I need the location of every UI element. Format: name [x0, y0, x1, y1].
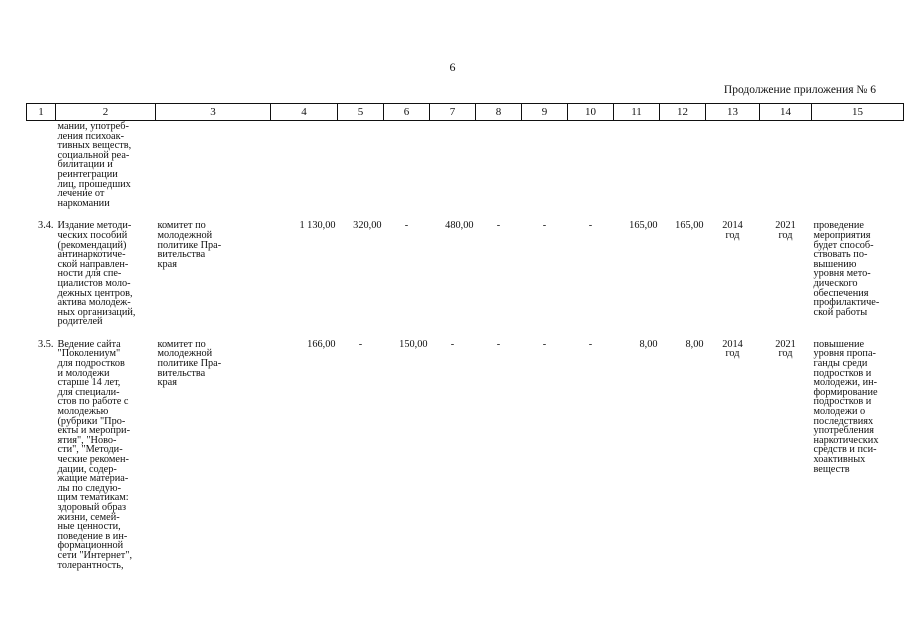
year-amount: [476, 121, 522, 209]
year-amount: -: [496, 338, 501, 350]
col-header: 11: [614, 104, 660, 121]
year-amount: [384, 121, 430, 209]
item-number: 3.4.: [38, 220, 54, 232]
year-amount: -: [496, 220, 501, 232]
col-header: 9: [522, 104, 568, 121]
col-header: 10: [568, 104, 614, 121]
executor: комитет по молодежной политике Пра- вительства края: [157, 220, 222, 270]
year-amount: -: [542, 220, 547, 232]
year-amount: [522, 121, 568, 209]
measure-name: Издание методи- ческих пособий (рекомендаций) антинаркотиче- ской направлен- ности для спе- циалистов моло- дежных центров, актива молодеж- ных организаций, родителей: [57, 220, 136, 328]
end-year: [760, 121, 812, 209]
measure-name: Ведение сайта "Поколениум" для подростков и молодежи старше 14 лет, для специали- стов по работе с молодежью (рубрики "Про- екты и меропри- ятия", "Ново- сти", "Методи- ческие рекомен- дации, содер- жащие материа- лы по следую- щим тематикам: здоровый образ жизни, семей- ные ценности, поведение в ин- формационной сети "Интернет", толерантность,: [57, 338, 133, 571]
col-header: 14: [760, 104, 812, 121]
col-header: 2: [56, 104, 156, 121]
year-amount: -: [588, 220, 593, 232]
col-header: 1: [27, 104, 56, 121]
start-year: 2014 год: [722, 220, 743, 241]
item-number: 3.5.: [38, 338, 54, 350]
year-amount: [430, 121, 476, 209]
year-amount: [660, 121, 706, 209]
col-header: 3: [156, 104, 271, 121]
year-amount: 320,00: [353, 220, 382, 232]
end-year: 2021 год: [775, 220, 796, 241]
start-year: [706, 121, 760, 209]
year-amount: -: [450, 338, 455, 350]
executor: комитет по молодежной политике Пра- вительства края: [157, 338, 222, 389]
expected-result: проведение мероприятия будет способ- ствовать по- вышению уровня мето- дического обеспечения профилактиче- ской работы: [813, 220, 880, 318]
executor: [156, 121, 271, 209]
total-amount: 1 130,00: [299, 220, 336, 232]
appendix-continuation-title: Продолжение приложения № 6: [723, 84, 876, 96]
year-amount: -: [588, 338, 593, 350]
col-header: 8: [476, 104, 522, 121]
col-header: 4: [271, 104, 338, 121]
col-header: 6: [384, 104, 430, 121]
expected-result: [812, 121, 904, 209]
year-amount: [614, 121, 660, 209]
col-header: 7: [430, 104, 476, 121]
program-table: [26, 103, 904, 570]
year-amount: 150,00: [399, 338, 428, 350]
year-amount: -: [358, 338, 363, 350]
year-amount: 8,00: [639, 338, 658, 350]
col-header: 15: [812, 104, 904, 121]
item-number: [27, 121, 56, 209]
year-amount: -: [404, 220, 409, 232]
page-number: 6: [449, 60, 456, 74]
expected-result: повышение уровня пропа- ганды среди подростков и молодежи, ин- формирование подростков и молодежи о последствиях употребления наркотических средств и пси- хоактивных веществ: [813, 338, 879, 475]
col-header: 12: [660, 104, 706, 121]
year-amount: 480,00: [445, 220, 474, 232]
start-year: 2014 год: [722, 338, 743, 360]
col-header: 5: [338, 104, 384, 121]
table-row-continuation: [27, 121, 904, 209]
total-amount: [271, 121, 338, 209]
year-amount: [338, 121, 384, 209]
measure-name: мании, употреб- ления психоак- тивных веществ, социальной реа- билитации и реинтеграции лиц, прошедших лечение от наркомании: [57, 121, 132, 209]
table-row-3-4: [27, 208, 904, 327]
col-header: 13: [706, 104, 760, 121]
total-amount: 166,00: [307, 338, 336, 350]
year-amount: [568, 121, 614, 209]
year-amount: 165,00: [675, 220, 704, 232]
year-amount: 8,00: [685, 338, 704, 350]
end-year: 2021 год: [775, 338, 796, 360]
column-number-row: [27, 104, 904, 121]
year-amount: 165,00: [629, 220, 658, 232]
year-amount: -: [542, 338, 547, 350]
table-row-3-5: [27, 327, 904, 570]
